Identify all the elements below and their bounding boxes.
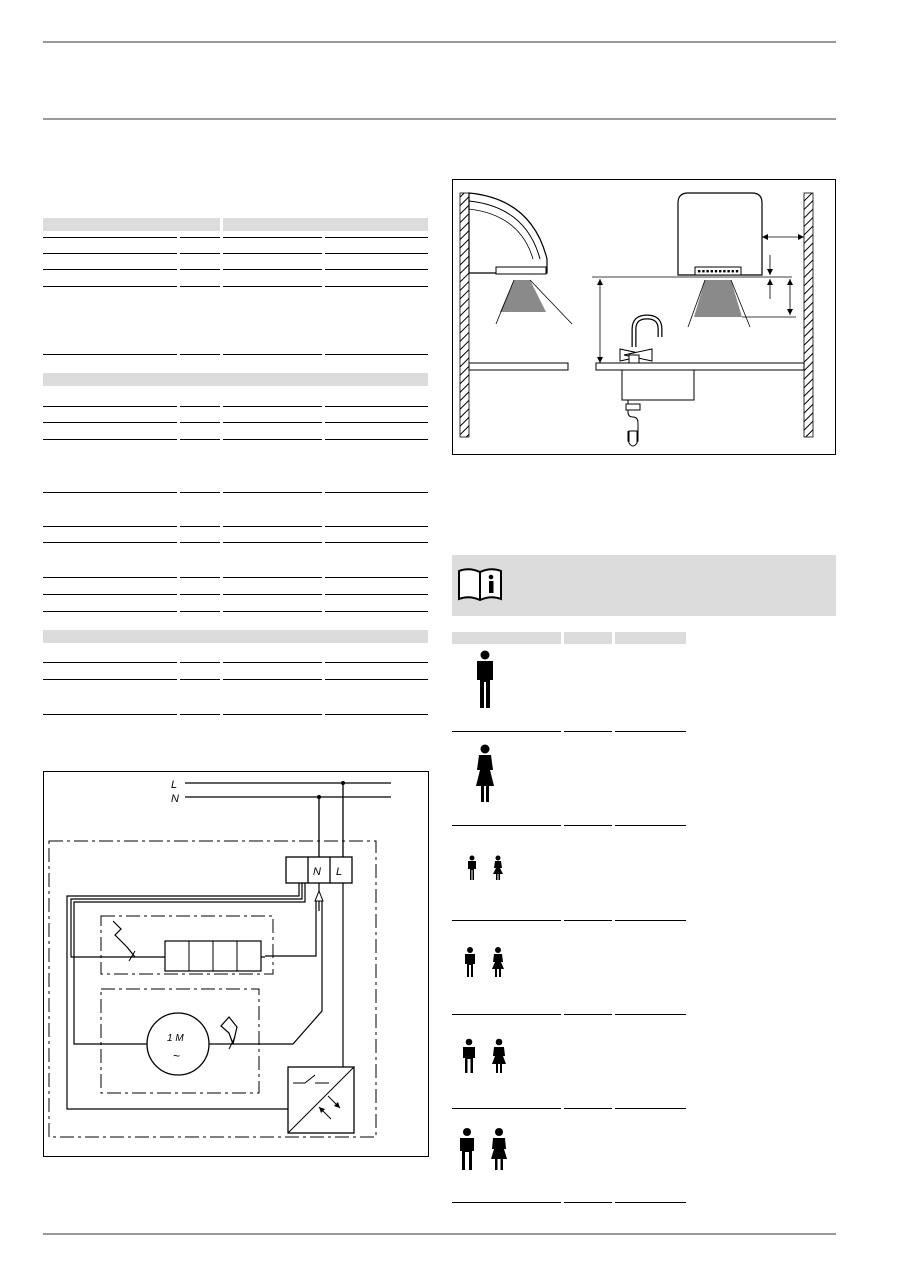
child-icon [461,1038,507,1074]
neutral-label: N [171,793,179,805]
terminal-n: N [313,866,321,878]
child-icon [462,946,506,978]
woman-icon [473,744,497,804]
line-label: L [171,779,178,791]
motor-symbol: ~ [173,1049,181,1063]
child-icon [458,1127,508,1171]
terminal-l: L [336,866,343,878]
child-icon [465,855,505,881]
motor-label: 1 M [167,1033,184,1044]
man-icon [473,650,497,710]
wiring-diagram [43,771,429,1157]
